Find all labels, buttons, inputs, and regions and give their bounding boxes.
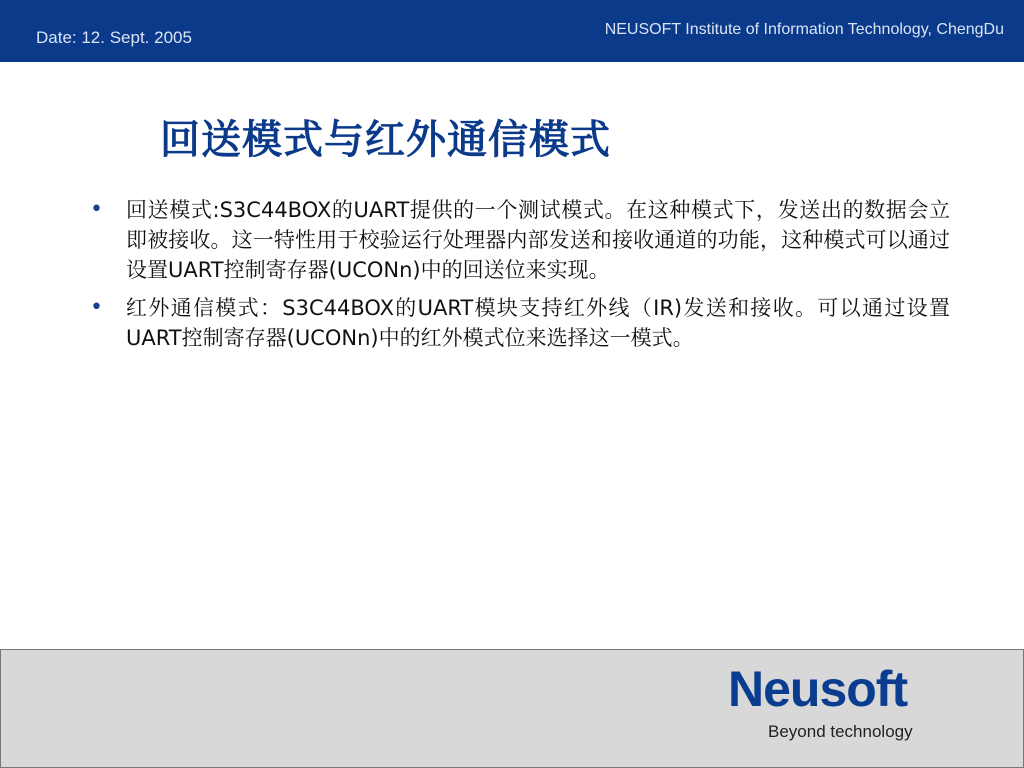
bullet-item-infrared [90,293,950,353]
neusoft-logo: Neusoft [728,661,908,717]
bullet-item-loopback [90,195,950,285]
logo-tagline: Beyond technology [768,722,913,741]
bullet-text-infrared: 红外通信模式：S3C44BOX的UART模块支持红外线（IR)发送和接收。可以通过设置UART控制寄存器(UCONn)中的红外模式位来选择这一模式。 [126,296,950,350]
header-bar [0,0,1024,62]
header-institute: NEUSOFT Institute of Information Technology, ChengDu [604,21,1004,38]
bullet-text-loopback: 回送模式:S3C44BOX的UART提供的一个测试模式。在这种模式下，发送出的数据会立即被接收。这一特性用于校验运行处理器内部发送和接收通道的功能，这种模式可以通过设置UART控制寄存器(UCONn)中的回送位来实现。 [126,198,950,282]
bullet-dot-icon: • [90,295,103,320]
slide-title: 回送模式与红外通信模式 [160,117,611,163]
header-date: Date: 12. Sept. 2005 [36,28,192,47]
bullet-dot-icon: • [90,197,103,222]
bullet-list [90,195,950,361]
